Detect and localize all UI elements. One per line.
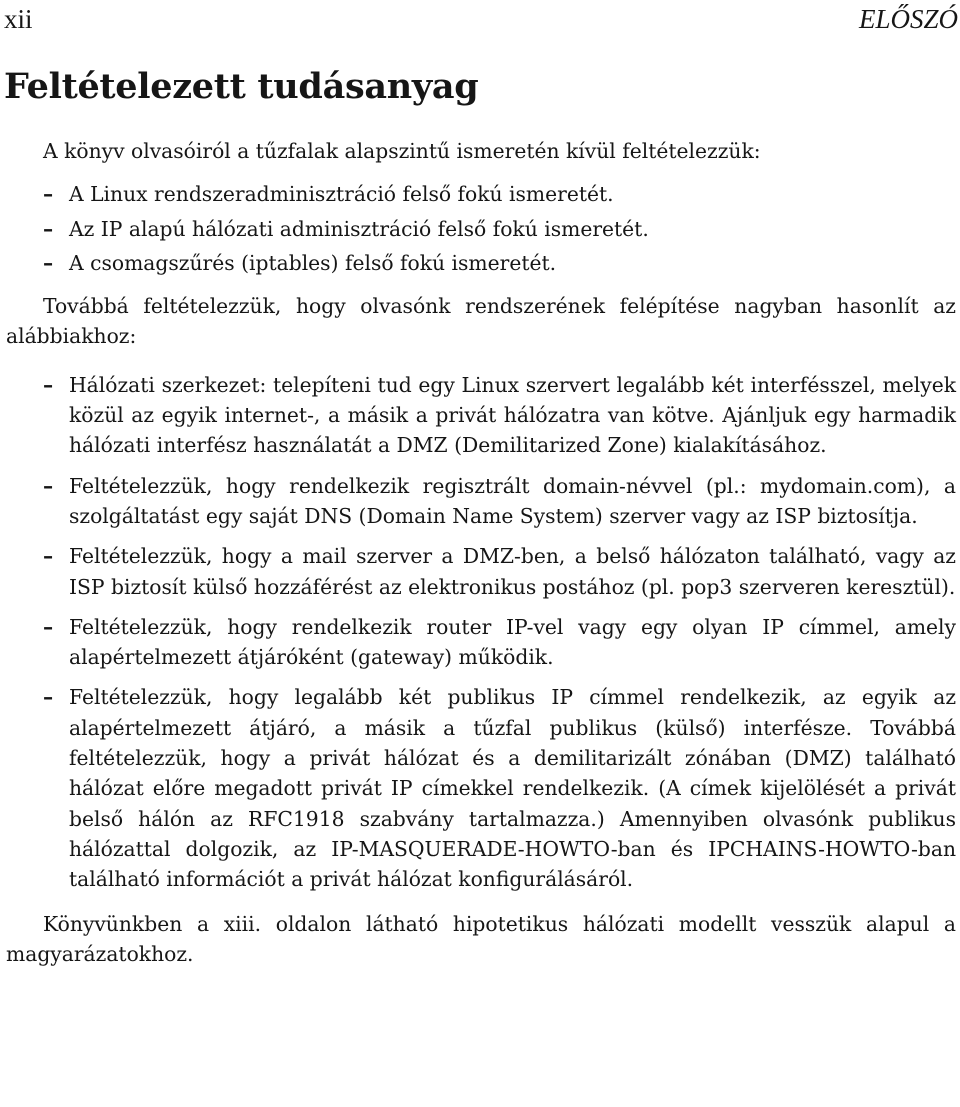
- intro-paragraph: A könyv olvasóiról a tűzfalak alapszintű ismeretén kívül feltételezzük:: [43, 139, 761, 163]
- document-body: [6, 136, 956, 969]
- list-item: [6, 370, 956, 461]
- section-heading: Feltételezett tudásanyag: [4, 66, 479, 107]
- list-dash: –: [43, 372, 54, 397]
- list-item: [6, 248, 956, 278]
- list-item: [6, 682, 956, 894]
- list-item: [6, 541, 956, 602]
- running-head: [4, 4, 958, 34]
- list-item: [6, 214, 956, 244]
- chapter-title: ELŐSZÓ: [858, 4, 958, 34]
- list-item-text: A Linux rendszeradminisztráció felső fokú ismeretét.: [69, 182, 614, 207]
- closing-paragraph: Könyvünkben a xiii. oldalon látható hipotetikus hálózati modellt vesszük alapul a magyarázatokhoz.: [6, 911, 956, 966]
- list-item-text: A csomagszűrés (iptables) felső fokú ismeretét.: [69, 250, 557, 275]
- list-dash: –: [43, 250, 54, 275]
- list-item-text: Feltételezzük, hogy rendelkezik regisztrált domain-névvel (pl.: mydomain.com), a szolgáltatást egy saját DNS (Domain Name System) szerver vagy az ISP biztosítja.: [69, 473, 956, 528]
- list-item-text: Hálózati szerkezet: telepíteni tud egy Linux szervert legalább két interfésszel, melyek közül az egyik internet-, a másik a privát hálózatra van kötve. Ajánljuk egy harmadik hálózati interfész használatát a DMZ (Demilitarized Zone) kialakításához.: [69, 372, 956, 458]
- list-dash: –: [43, 685, 54, 710]
- knowledge-list: [6, 179, 956, 278]
- list-item-text: Feltételezzük, hogy rendelkezik router IP-vel vagy egy olyan IP címmel, amely alapértelmezett átjáróként (gateway) működik.: [69, 614, 956, 670]
- list-item: [6, 179, 956, 209]
- list-dash: –: [43, 216, 54, 241]
- list-dash: –: [43, 614, 54, 639]
- list-item-text: Feltételezzük, hogy legalább két publikus IP címmel rendelkezik, az egyik az alapértelmezett átjáró, a másik a tűzfal publikus (külső) interfésze. Továbbá feltételezzük, hogy a privát hálózat és a demilitarizált zónában (DMZ) található hálózat előre megadott privát IP címekkel rendelkezik. (A címek kijelölését a privát belső hálón az RFC1918 szabvány tartalmazza.) Amennyiben olvasónk publikus hálózattal dolgozik, az IP-MASQUERADE-HOWTO-ban és IPCHAINS-HOWTO-ban található információt a privát hálózat konfigurálásáról.: [69, 685, 956, 892]
- page-number: xii: [4, 4, 33, 34]
- list-dash: –: [43, 182, 54, 207]
- list-item-text: Az IP alapú hálózati adminisztráció felső fokú ismeretét.: [69, 216, 649, 241]
- setup-list: [6, 370, 956, 895]
- list-dash: –: [43, 544, 54, 569]
- list-dash: –: [43, 473, 54, 498]
- list-item: [6, 612, 956, 673]
- list-item: [6, 471, 956, 532]
- list-item-text: Feltételezzük, hogy a mail szerver a DMZ-ben, a belső hálózaton található, vagy az ISP biztosít külső hozzáférést az elektronikus postához (pl. pop3 szerveren keresztül).: [69, 544, 956, 599]
- setup-paragraph: Továbbá feltételezzük, hogy olvasónk rendszerének felépítése nagyban hasonlít az alábbiakhoz:: [6, 294, 956, 349]
